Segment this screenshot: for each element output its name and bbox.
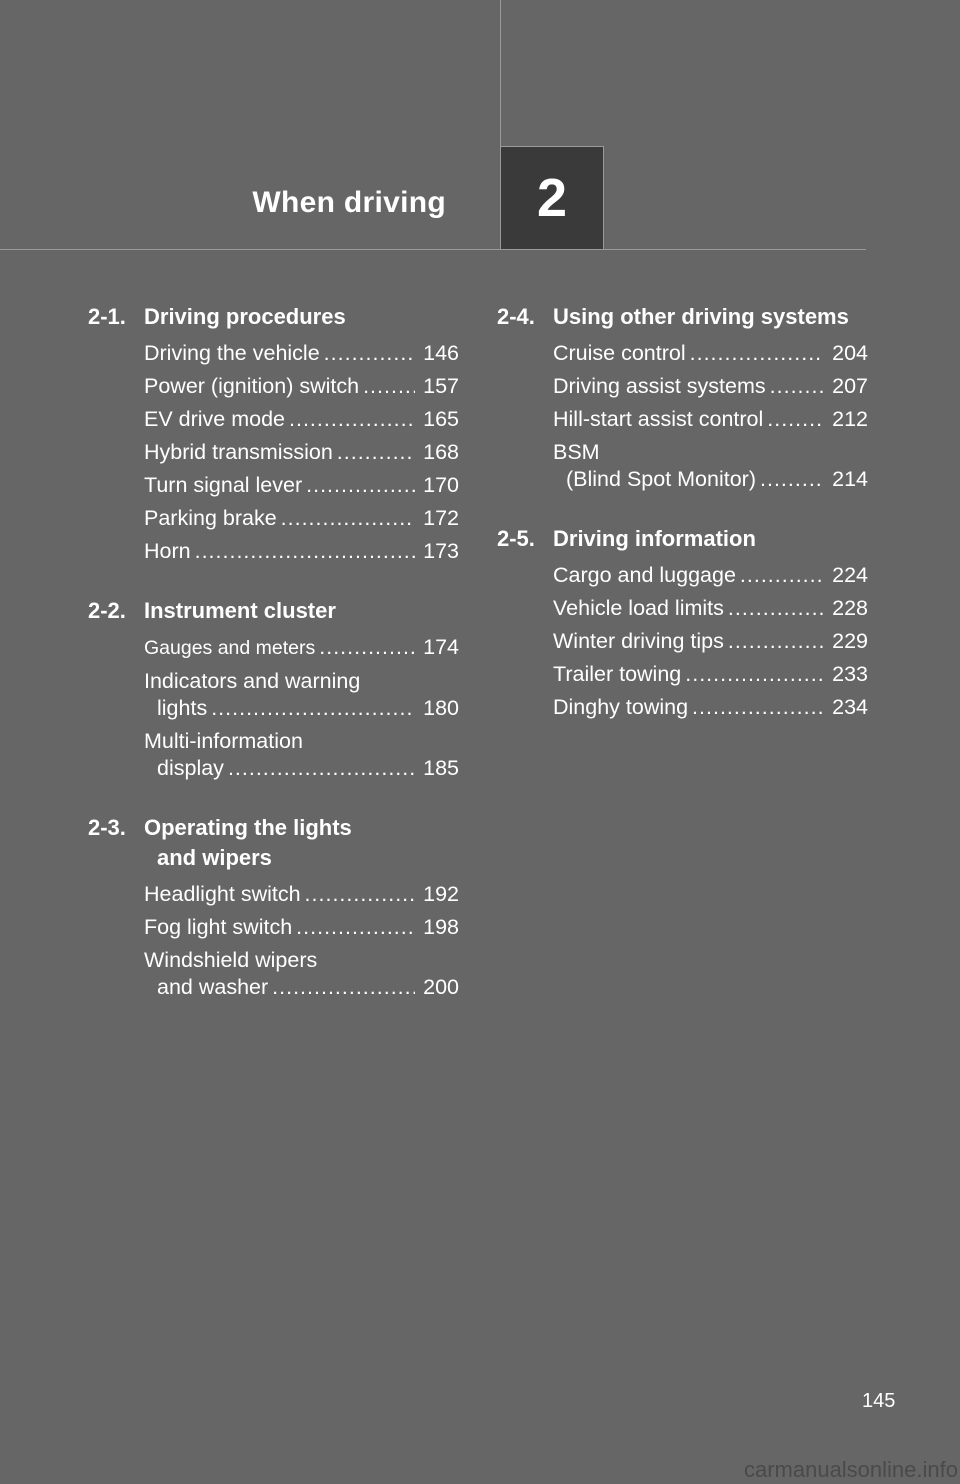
entry-title: Dinghy towing	[553, 695, 689, 719]
entry-page-number: 170	[423, 473, 459, 497]
toc-entry[interactable]	[88, 403, 459, 436]
dot-leader	[692, 694, 824, 721]
dot-leader	[728, 595, 824, 622]
dot-leader	[770, 373, 824, 400]
entry-title: display	[157, 756, 224, 780]
dot-leader	[211, 695, 415, 722]
section-title	[553, 302, 868, 332]
dot-leader	[305, 881, 415, 908]
section-title-line: Driving information	[553, 526, 756, 551]
toc-entry[interactable]	[497, 559, 868, 592]
entry-page-number: 233	[832, 662, 868, 686]
toc-section	[88, 813, 459, 1004]
entry-title: Indicators and warning	[144, 669, 361, 693]
entry-title: Fog light switch	[144, 915, 293, 939]
toc-entry[interactable]	[497, 691, 868, 724]
dot-leader	[690, 340, 824, 367]
entry-title: and washer	[157, 975, 269, 999]
section-number: 2-2.	[88, 598, 126, 623]
entry-title: Headlight switch	[144, 882, 301, 906]
entry-title: Gauges and meters	[144, 637, 316, 659]
entry-page-number: 214	[832, 467, 868, 491]
entry-page-number: 172	[423, 506, 459, 530]
toc-entry[interactable]	[497, 625, 868, 658]
toc-section	[497, 302, 868, 496]
entry-page-number: 212	[832, 407, 868, 431]
toc-entry[interactable]	[497, 403, 868, 436]
entry-title: Horn	[144, 539, 191, 563]
entry-page-number: 168	[423, 440, 459, 464]
entry-page-number: 180	[423, 696, 459, 720]
entry-title: Cruise control	[553, 341, 686, 365]
section-title-line: Operating the lights	[144, 815, 352, 840]
section-number: 2-1.	[88, 304, 126, 329]
dot-leader	[760, 466, 824, 493]
entry-title: Windshield wipers	[144, 948, 318, 972]
entry-page-number: 204	[832, 341, 868, 365]
toc-entry[interactable]	[88, 502, 459, 535]
toc-section	[88, 596, 459, 785]
header-horizontal-rule	[0, 249, 866, 250]
section-title	[144, 302, 459, 332]
dot-leader	[767, 406, 824, 433]
toc-entry[interactable]	[88, 878, 459, 911]
entry-page-number: 228	[832, 596, 868, 620]
dot-leader	[740, 562, 824, 589]
toc-right-column	[497, 300, 868, 752]
toc-entry[interactable]	[88, 911, 459, 944]
entry-title: Driving assist systems	[553, 374, 766, 398]
entry-title: Cargo and luggage	[553, 563, 736, 587]
entry-title: BSM	[553, 440, 600, 464]
toc-section	[497, 524, 868, 724]
entry-title: lights	[157, 696, 208, 720]
section-title	[553, 524, 868, 554]
toc-entry[interactable]	[497, 337, 868, 370]
section-title-line: and wipers	[157, 845, 272, 870]
toc-entry[interactable]	[497, 658, 868, 691]
toc-entry[interactable]	[497, 436, 868, 496]
toc-entry[interactable]	[88, 665, 459, 725]
dot-leader	[728, 628, 824, 655]
entry-page-number: 198	[423, 915, 459, 939]
toc-entry[interactable]	[88, 725, 459, 785]
entry-title: Parking brake	[144, 506, 277, 530]
entry-title: EV drive mode	[144, 407, 286, 431]
entry-page-number: 207	[832, 374, 868, 398]
section-number: 2-5.	[497, 526, 535, 551]
section-heading	[88, 813, 459, 873]
dot-leader	[195, 538, 415, 565]
chapter-number: 2	[536, 168, 568, 228]
section-title-line: Driving procedures	[144, 304, 346, 329]
section-title-line: Instrument cluster	[144, 598, 336, 623]
dot-leader	[272, 974, 415, 1001]
section-heading	[88, 596, 459, 626]
entry-page-number: 157	[423, 374, 459, 398]
section-heading	[497, 302, 868, 332]
section-heading	[497, 524, 868, 554]
entry-page-number: 192	[423, 882, 459, 906]
entry-title: Winter driving tips	[553, 629, 724, 653]
dot-leader	[289, 406, 415, 433]
dot-leader	[228, 755, 415, 782]
chapter-title: When driving	[252, 186, 446, 219]
section-number: 2-3.	[88, 815, 126, 840]
toc-entry[interactable]	[497, 370, 868, 403]
entry-page-number: 174	[423, 635, 459, 659]
toc-entry[interactable]	[88, 469, 459, 502]
section-number: 2-4.	[497, 304, 535, 329]
entry-title: Trailer towing	[553, 662, 682, 686]
entry-title: Hybrid transmission	[144, 440, 333, 464]
toc-entry[interactable]	[88, 944, 459, 1004]
dot-leader	[281, 505, 415, 532]
dot-leader	[296, 914, 415, 941]
chapter-number-tab	[500, 146, 604, 250]
section-title	[144, 813, 459, 873]
entry-title: Driving the vehicle	[144, 341, 320, 365]
entry-page-number: 173	[423, 539, 459, 563]
entry-title: Multi-information	[144, 729, 303, 753]
entry-page-number: 146	[423, 341, 459, 365]
entry-page-number: 234	[832, 695, 868, 719]
entry-title: Power (ignition) switch	[144, 374, 360, 398]
entry-page-number: 224	[832, 563, 868, 587]
entry-page-number: 165	[423, 407, 459, 431]
entry-title: (Blind Spot Monitor)	[566, 467, 756, 491]
entry-title: Vehicle load limits	[553, 596, 724, 620]
section-title	[144, 596, 459, 626]
dot-leader	[324, 340, 415, 367]
toc-section	[88, 302, 459, 568]
dot-leader	[319, 634, 415, 661]
toc-entry[interactable]	[88, 631, 459, 665]
dot-leader	[685, 661, 824, 688]
dot-leader	[306, 472, 415, 499]
dot-leader	[337, 439, 415, 466]
dot-leader	[363, 373, 415, 400]
toc-entry[interactable]	[497, 592, 868, 625]
section-title-line: Using other driving systems	[553, 304, 849, 329]
entry-page-number: 185	[423, 756, 459, 780]
toc-left-column	[88, 300, 459, 1032]
entry-title: Hill-start assist control	[553, 407, 764, 431]
entry-title: Turn signal lever	[144, 473, 303, 497]
page-number: 145	[862, 1390, 896, 1412]
watermark: carmanualsonline.info	[743, 1457, 958, 1482]
toc-entry[interactable]	[88, 535, 459, 568]
toc-entry[interactable]	[88, 436, 459, 469]
toc-entry[interactable]	[88, 337, 459, 370]
section-heading	[88, 302, 459, 332]
entry-page-number: 200	[423, 975, 459, 999]
toc-entry[interactable]	[88, 370, 459, 403]
entry-page-number: 229	[832, 629, 868, 653]
